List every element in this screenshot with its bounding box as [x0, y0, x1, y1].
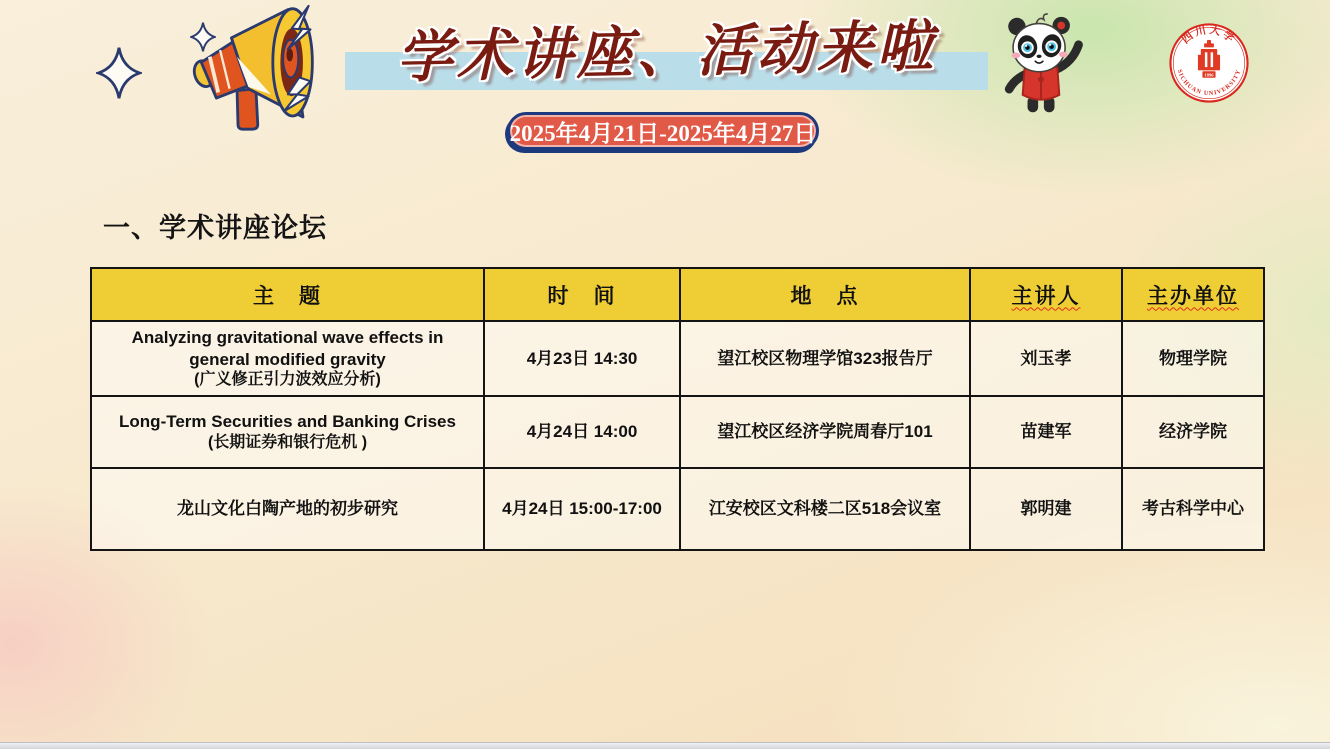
panda-mascot-icon: [988, 12, 1094, 118]
header-label: 主 题: [253, 284, 322, 308]
header-label: 地 点: [790, 284, 860, 308]
table-row-time: 4月23日 14:30: [485, 322, 681, 397]
header-label: 时 间: [547, 284, 617, 308]
topic-main: Analyzing gravitational wave effects in general modified gravity: [131, 328, 444, 369]
date-range-badge: 2025年4月21日-2025年4月27日: [507, 112, 819, 150]
university-logo: [1168, 22, 1250, 104]
table-row-location: 望江校区物理学馆323报告厅: [681, 322, 971, 397]
table-row-speaker: 郭明建: [971, 469, 1123, 549]
window-bottom-edge: [0, 742, 1330, 749]
logo-cn-text: 四川大学: [1180, 24, 1238, 47]
logo-year-text: 1896: [1204, 72, 1214, 78]
table-row-organizer: 考古科学中心: [1142, 499, 1244, 519]
table-header-speaker: [971, 269, 1123, 322]
topic-sub: (广义修正引力波效应分析): [194, 370, 381, 388]
table-row-topic: [92, 397, 485, 469]
section-heading: 一、学术讲座论坛: [103, 213, 327, 243]
table-row-time: 4月24日 14:00: [485, 397, 681, 469]
table-row-speaker: 苗建军: [971, 397, 1123, 469]
table-row-location: 江安校区文科楼二区518会议室: [681, 469, 971, 549]
table-row-location: 望江校区经济学院周春厅101: [681, 397, 971, 469]
slide-title: 学术讲座、活动来啦: [395, 13, 938, 91]
table-row-organizer: 经济学院: [1123, 397, 1263, 469]
table-row-speaker: 刘玉孝: [971, 322, 1123, 397]
topic-sub: (长期证券和银行危机 ): [207, 433, 368, 451]
table-row-topic: [92, 469, 485, 549]
sparkle-icon: [96, 46, 142, 100]
lecture-table: [90, 267, 1265, 551]
table-header-location: [681, 269, 971, 322]
topic-main: Long-Term Securities and Banking Crises: [119, 412, 456, 432]
header-label: 主讲人: [1011, 284, 1081, 308]
table-row-time: 4月24日 15:00-17:00: [485, 469, 681, 549]
table-row-topic: [92, 322, 485, 397]
table-header-topic: [92, 269, 485, 322]
topic-main: 龙山文化白陶产地的初步研究: [177, 499, 398, 519]
table-header-organizer: [1123, 269, 1263, 322]
header-label: 主办单位: [1147, 284, 1239, 308]
logo-en-text: SICHUAN UNIVERSITY: [1175, 68, 1243, 98]
table-header-time: [485, 269, 681, 322]
megaphone-icon: [178, 4, 330, 132]
table-row-organizer: 物理学院: [1123, 322, 1263, 397]
